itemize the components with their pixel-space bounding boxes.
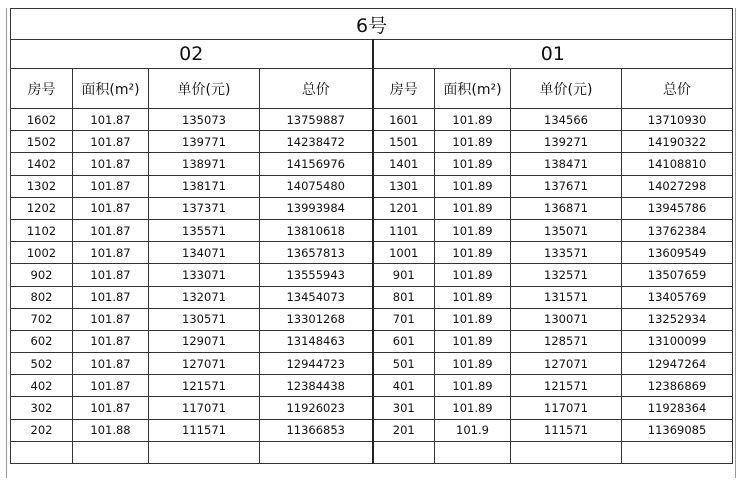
table-row (11, 308, 733, 330)
cell-unit-price: 137371 (149, 197, 260, 219)
empty-cell (511, 441, 622, 463)
table-row (11, 153, 733, 175)
cell-unit-price: 137671 (511, 175, 622, 197)
cell-unit-price: 127071 (511, 353, 622, 375)
empty-cell (260, 441, 373, 463)
cell-unit-price: 139771 (149, 131, 260, 153)
cell-room: 301 (373, 397, 435, 419)
cell-unit-price: 132571 (511, 264, 622, 286)
table-row (11, 353, 733, 375)
cell-total: 13993984 (260, 197, 373, 219)
cell-area: 101.87 (73, 353, 149, 375)
table-row (11, 264, 733, 286)
cell-total: 14075480 (260, 175, 373, 197)
cell-area: 101.89 (435, 308, 511, 330)
cell-unit-price: 138971 (149, 153, 260, 175)
cell-total: 14156976 (260, 153, 373, 175)
cell-room: 1301 (373, 175, 435, 197)
cell-unit-price: 133071 (149, 264, 260, 286)
cell-total: 13710930 (622, 109, 733, 131)
cell-unit-price: 130071 (511, 308, 622, 330)
cell-total: 13762384 (622, 219, 733, 241)
cell-area: 101.87 (73, 109, 149, 131)
table-row (11, 175, 733, 197)
cell-room: 1602 (11, 109, 73, 131)
cell-unit-price: 135073 (149, 109, 260, 131)
cell-unit-price: 111571 (511, 419, 622, 441)
cell-room: 501 (373, 353, 435, 375)
table-row (11, 330, 733, 352)
table-row (11, 109, 733, 131)
cell-area: 101.89 (435, 219, 511, 241)
header-area: 面积(m²) (73, 69, 149, 109)
price-table (10, 8, 733, 464)
cell-total: 13301268 (260, 308, 373, 330)
cell-room: 1402 (11, 153, 73, 175)
cell-total: 13100099 (622, 330, 733, 352)
cell-total: 11366853 (260, 419, 373, 441)
cell-room: 1201 (373, 197, 435, 219)
cell-area: 101.87 (73, 153, 149, 175)
cell-room: 402 (11, 375, 73, 397)
cell-unit-price: 139271 (511, 131, 622, 153)
cell-unit-price: 127071 (149, 353, 260, 375)
empty-cell (373, 441, 435, 463)
cell-total: 13252934 (622, 308, 733, 330)
cell-area: 101.87 (73, 175, 149, 197)
cell-area: 101.87 (73, 397, 149, 419)
header-row (11, 69, 733, 109)
cell-unit-price: 121571 (149, 375, 260, 397)
cell-area: 101.87 (73, 264, 149, 286)
cell-unit-price: 135571 (149, 219, 260, 241)
cell-total: 13405769 (622, 286, 733, 308)
cell-area: 101.89 (435, 109, 511, 131)
title-row (11, 9, 733, 40)
cell-area: 101.89 (435, 153, 511, 175)
cell-total: 13945786 (622, 197, 733, 219)
cell-unit-price: 130571 (149, 308, 260, 330)
empty-cell (622, 441, 733, 463)
cell-room: 601 (373, 330, 435, 352)
cell-area: 101.89 (435, 397, 511, 419)
empty-cell (11, 441, 73, 463)
empty-cell (73, 441, 149, 463)
cell-room: 902 (11, 264, 73, 286)
header-room: 房号 (373, 69, 435, 109)
table-row (11, 286, 733, 308)
price-sheet (10, 8, 732, 464)
cell-unit-price: 117071 (149, 397, 260, 419)
cell-unit-price: 134071 (149, 242, 260, 264)
cell-room: 1202 (11, 197, 73, 219)
cell-room: 701 (373, 308, 435, 330)
cell-room: 1001 (373, 242, 435, 264)
cell-area: 101.89 (435, 375, 511, 397)
cell-area: 101.89 (435, 286, 511, 308)
cell-room: 302 (11, 397, 73, 419)
cell-room: 802 (11, 286, 73, 308)
cell-room: 1302 (11, 175, 73, 197)
cell-total: 14027298 (622, 175, 733, 197)
cell-room: 1501 (373, 131, 435, 153)
cell-unit-price: 136871 (511, 197, 622, 219)
cell-room: 602 (11, 330, 73, 352)
table-row (11, 397, 733, 419)
building-title: 6号 (11, 9, 733, 40)
cell-unit-price: 138471 (511, 153, 622, 175)
cell-unit-price: 111571 (149, 419, 260, 441)
cell-area: 101.89 (435, 197, 511, 219)
cell-area: 101.87 (73, 375, 149, 397)
cell-total: 12384438 (260, 375, 373, 397)
cell-room: 1102 (11, 219, 73, 241)
cell-area: 101.89 (435, 131, 511, 153)
cell-total: 13657813 (260, 242, 373, 264)
header-total: 总价 (260, 69, 373, 109)
cell-unit-price: 131571 (511, 286, 622, 308)
cell-area: 101.89 (435, 242, 511, 264)
cell-unit-price: 128571 (511, 330, 622, 352)
table-row (11, 242, 733, 264)
cell-room: 401 (373, 375, 435, 397)
header-room: 房号 (11, 69, 73, 109)
cell-total: 13555943 (260, 264, 373, 286)
cell-unit-price: 129071 (149, 330, 260, 352)
cell-area: 101.87 (73, 286, 149, 308)
cell-area: 101.9 (435, 419, 511, 441)
cell-total: 13454073 (260, 286, 373, 308)
cell-area: 101.87 (73, 219, 149, 241)
cell-total: 13148463 (260, 330, 373, 352)
cell-room: 901 (373, 264, 435, 286)
header-area: 面积(m²) (435, 69, 511, 109)
cell-total: 14190322 (622, 131, 733, 153)
cell-unit-price: 134566 (511, 109, 622, 131)
cell-area: 101.87 (73, 131, 149, 153)
cell-unit-price: 121571 (511, 375, 622, 397)
cell-area: 101.87 (73, 330, 149, 352)
right-page-edge (735, 8, 740, 478)
header-total: 总价 (622, 69, 733, 109)
table-row (11, 197, 733, 219)
cell-total: 11928364 (622, 397, 733, 419)
cell-room: 502 (11, 353, 73, 375)
table-row (11, 419, 733, 441)
cell-room: 202 (11, 419, 73, 441)
empty-cell (149, 441, 260, 463)
cell-room: 801 (373, 286, 435, 308)
cell-area: 101.87 (73, 197, 149, 219)
cell-total: 13759887 (260, 109, 373, 131)
cell-total: 14108810 (622, 153, 733, 175)
cell-total: 12947264 (622, 353, 733, 375)
table-row (11, 219, 733, 241)
cell-area: 101.87 (73, 308, 149, 330)
header-unit-price: 单价(元) (511, 69, 622, 109)
cell-total: 13810618 (260, 219, 373, 241)
cell-room: 1002 (11, 242, 73, 264)
cell-unit-price: 135071 (511, 219, 622, 241)
empty-row (11, 441, 733, 463)
cell-room: 201 (373, 419, 435, 441)
unit-label-left: 02 (11, 40, 373, 69)
cell-room: 1401 (373, 153, 435, 175)
cell-total: 14238472 (260, 131, 373, 153)
cell-total: 13507659 (622, 264, 733, 286)
cell-total: 11926023 (260, 397, 373, 419)
cell-area: 101.89 (435, 264, 511, 286)
cell-unit-price: 117071 (511, 397, 622, 419)
left-page-edge (0, 8, 7, 478)
header-unit-price: 单价(元) (149, 69, 260, 109)
cell-room: 702 (11, 308, 73, 330)
cell-total: 11369085 (622, 419, 733, 441)
empty-cell (435, 441, 511, 463)
cell-total: 13609549 (622, 242, 733, 264)
cell-area: 101.89 (435, 353, 511, 375)
cell-total: 12944723 (260, 353, 373, 375)
cell-area: 101.89 (435, 175, 511, 197)
table-row (11, 131, 733, 153)
table-row (11, 375, 733, 397)
unit-label-right: 01 (373, 40, 733, 69)
unit-row (11, 40, 733, 69)
cell-area: 101.87 (73, 242, 149, 264)
cell-room: 1601 (373, 109, 435, 131)
cell-unit-price: 138171 (149, 175, 260, 197)
cell-unit-price: 133571 (511, 242, 622, 264)
cell-room: 1502 (11, 131, 73, 153)
cell-total: 12386869 (622, 375, 733, 397)
cell-unit-price: 132071 (149, 286, 260, 308)
cell-area: 101.89 (435, 330, 511, 352)
cell-room: 1101 (373, 219, 435, 241)
cell-area: 101.88 (73, 419, 149, 441)
